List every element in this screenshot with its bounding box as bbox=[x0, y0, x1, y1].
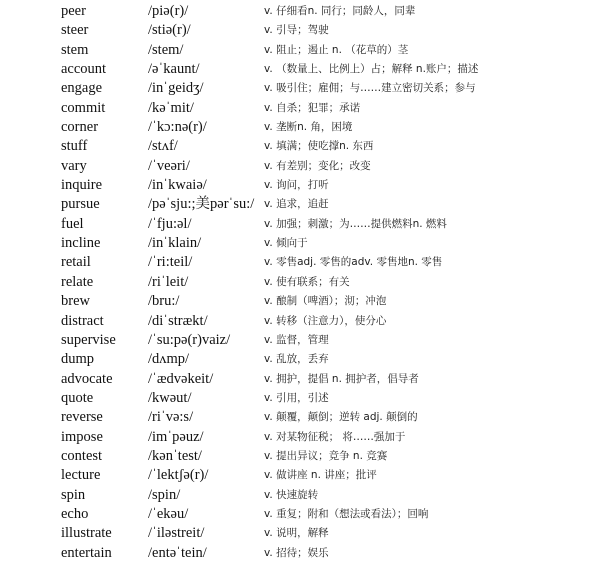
vocab-definition: v. 拥护，提倡 n. 拥护者，倡导者 bbox=[264, 372, 419, 385]
vocab-word: fuel bbox=[61, 215, 84, 232]
vocab-definition: v. （数量上、比例上）占；解释 n.账户；描述 bbox=[264, 63, 479, 76]
vocab-definition: v. 使有联系；有关 bbox=[264, 275, 350, 288]
vocab-phonetic: /piə(r)/ bbox=[148, 3, 189, 19]
vocab-phonetic: /kəˈmit/ bbox=[148, 99, 194, 116]
vocab-word: advocate bbox=[61, 370, 113, 387]
vocab-phonetic: /inˈkwaiə/ bbox=[148, 177, 207, 194]
vocab-word: inquire bbox=[61, 177, 103, 194]
vocab-phonetic: /əˈkaunt/ bbox=[148, 61, 200, 78]
vocab-row bbox=[0, 428, 611, 447]
vocab-phonetic: /ˈkɔ:nə(r)/ bbox=[148, 119, 207, 136]
vocab-definition: v. 有差别；变化；改变 bbox=[264, 159, 371, 172]
vocab-word: impose bbox=[61, 428, 103, 445]
vocab-phonetic: /riˈleit/ bbox=[148, 273, 189, 290]
vocab-word: pursue bbox=[61, 196, 100, 213]
vocab-phonetic: /ˈekəu/ bbox=[148, 505, 189, 522]
vocab-definition: v. 倾向于 bbox=[264, 237, 308, 250]
vocab-definition: v. 监督，管理 bbox=[264, 333, 329, 346]
vocab-definition: v. 零售adj. 零售的adv. 零售地n. 零售 bbox=[264, 256, 443, 269]
vocab-row bbox=[0, 215, 611, 234]
vocab-row bbox=[0, 505, 611, 524]
vocab-phonetic: /bru:/ bbox=[148, 293, 180, 310]
vocab-phonetic: /stem/ bbox=[148, 41, 184, 58]
vocab-definition: v. 垄断n. 角，困境 bbox=[264, 121, 353, 134]
vocab-word: quote bbox=[61, 389, 94, 406]
vocab-phonetic: /ˈri:teil/ bbox=[148, 254, 193, 271]
vocab-word: peer bbox=[61, 3, 86, 19]
vocab-row bbox=[0, 447, 611, 466]
vocab-definition: v. 填满；使吃撑n. 东西 bbox=[264, 140, 374, 153]
vocab-definition: v. 做讲座 n. 讲座；批评 bbox=[264, 469, 377, 482]
vocab-row bbox=[0, 389, 611, 408]
vocab-row bbox=[0, 21, 611, 40]
vocab-phonetic: /entəˈtein/ bbox=[148, 544, 207, 561]
vocab-definition: v. 阻止；遏止 n. （花草的）茎 bbox=[264, 43, 409, 56]
vocab-row bbox=[0, 79, 611, 98]
vocab-phonetic: /inˈgeidʒ/ bbox=[148, 80, 204, 97]
vocab-row bbox=[0, 253, 611, 272]
vocab-word: steer bbox=[61, 22, 89, 39]
vocab-word: incline bbox=[61, 235, 101, 252]
vocab-definition: v. 提出异议；竞争 n. 竞赛 bbox=[264, 449, 388, 462]
vocab-word: entertain bbox=[61, 544, 112, 561]
vocab-phonetic: /ˈveəri/ bbox=[148, 157, 190, 174]
vocab-phonetic: /ˈlektʃə(r)/ bbox=[148, 467, 209, 484]
vocab-row bbox=[0, 234, 611, 253]
vocab-word: vary bbox=[61, 157, 87, 174]
vocab-definition: v. 快速旋转 bbox=[264, 488, 319, 501]
vocab-phonetic: /pəˈsju:;美pərˈsu:/ bbox=[148, 196, 255, 213]
vocab-row bbox=[0, 60, 611, 79]
vocab-word: commit bbox=[61, 99, 106, 116]
vocab-phonetic: /ˈsu:pə(r)vaiz/ bbox=[148, 331, 231, 348]
vocab-row bbox=[0, 195, 611, 214]
vocab-word: distract bbox=[61, 312, 104, 329]
vocab-definition: v. 吸引住；雇佣；与……建立密切关系；参与 bbox=[264, 82, 476, 95]
vocab-phonetic: /imˈpəuz/ bbox=[148, 428, 204, 445]
vocab-phonetic: /stiə(r)/ bbox=[148, 22, 191, 39]
vocab-phonetic: /inˈklain/ bbox=[148, 235, 202, 252]
vocab-phonetic: /kənˈtest/ bbox=[148, 447, 202, 464]
vocab-definition: v. 对某物征税； 将……强加于 bbox=[264, 430, 406, 443]
vocab-word: spin bbox=[61, 486, 86, 503]
vocab-row bbox=[0, 176, 611, 195]
vocab-word: reverse bbox=[61, 409, 103, 426]
vocab-phonetic: /dʌmp/ bbox=[148, 351, 190, 368]
vocab-phonetic: /ˈædvəkeit/ bbox=[148, 370, 214, 387]
vocab-row bbox=[0, 41, 611, 60]
vocab-definition: v. 酿制（啤酒）；沏；冲泡 bbox=[264, 295, 387, 308]
vocab-row bbox=[0, 312, 611, 331]
vocab-row bbox=[0, 370, 611, 389]
vocab-definition: v. 引用，引述 bbox=[264, 391, 329, 404]
vocab-row bbox=[0, 350, 611, 369]
vocab-word: dump bbox=[61, 351, 95, 368]
vocab-word: echo bbox=[61, 505, 89, 522]
vocab-phonetic: /ˈfju:əl/ bbox=[148, 215, 192, 232]
vocab-definition: v. 招待；娱乐 bbox=[264, 546, 329, 559]
vocab-word: lecture bbox=[61, 467, 101, 484]
vocab-row bbox=[0, 2, 611, 21]
vocab-word: contest bbox=[61, 447, 103, 464]
vocab-word: stem bbox=[61, 41, 89, 58]
vocab-row bbox=[0, 466, 611, 485]
vocab-definition: v. 说明，解释 bbox=[264, 527, 329, 540]
vocab-row bbox=[0, 292, 611, 311]
vocab-word: relate bbox=[61, 273, 94, 290]
vocab-row bbox=[0, 408, 611, 427]
vocab-definition: v. 仔细看n. 同行；同龄人，同辈 bbox=[264, 5, 416, 17]
vocab-definition: v. 转移（注意力），使分心 bbox=[264, 314, 387, 327]
vocab-definition: v. 引导；驾驶 bbox=[264, 24, 329, 37]
vocab-definition: v. 乱放，丢弃 bbox=[264, 353, 329, 366]
vocab-word: retail bbox=[61, 254, 91, 271]
vocab-row bbox=[0, 486, 611, 505]
vocab-phonetic: /riˈvə:s/ bbox=[148, 409, 194, 426]
vocab-row bbox=[0, 137, 611, 156]
vocab-definition: v. 询问，打听 bbox=[264, 179, 329, 192]
vocab-word: account bbox=[61, 61, 107, 78]
vocab-phonetic: /spin/ bbox=[148, 486, 181, 503]
vocab-phonetic: /stʌf/ bbox=[148, 138, 178, 155]
vocab-word: brew bbox=[61, 293, 90, 310]
vocab-definition: v. 颠覆，颠倒；逆转 adj. 颠倒的 bbox=[264, 411, 418, 424]
vocab-phonetic: /diˈstrækt/ bbox=[148, 312, 208, 329]
vocab-word: stuff bbox=[61, 138, 88, 155]
vocabulary-list bbox=[0, 2, 611, 563]
vocab-word: corner bbox=[61, 119, 99, 136]
vocab-definition: v. 追求，追赶 bbox=[264, 198, 329, 211]
vocab-row bbox=[0, 273, 611, 292]
vocab-phonetic: /ˈiləstreit/ bbox=[148, 525, 205, 542]
vocab-row bbox=[0, 524, 611, 543]
vocab-row bbox=[0, 157, 611, 176]
vocab-row bbox=[0, 331, 611, 350]
vocab-row bbox=[0, 544, 611, 563]
vocab-row bbox=[0, 99, 611, 118]
vocab-definition: v. 重复；附和（想法或看法）；回响 bbox=[264, 507, 429, 520]
vocab-row bbox=[0, 118, 611, 137]
vocab-word: supervise bbox=[61, 331, 116, 348]
vocab-word: engage bbox=[61, 80, 103, 97]
vocab-phonetic: /kwəut/ bbox=[148, 389, 192, 406]
vocab-definition: v. 加强；刺激；为……提供燃料n. 燃料 bbox=[264, 217, 447, 230]
vocab-definition: v. 自杀；犯罪；承诺 bbox=[264, 101, 361, 114]
vocab-word: illustrate bbox=[61, 525, 112, 542]
